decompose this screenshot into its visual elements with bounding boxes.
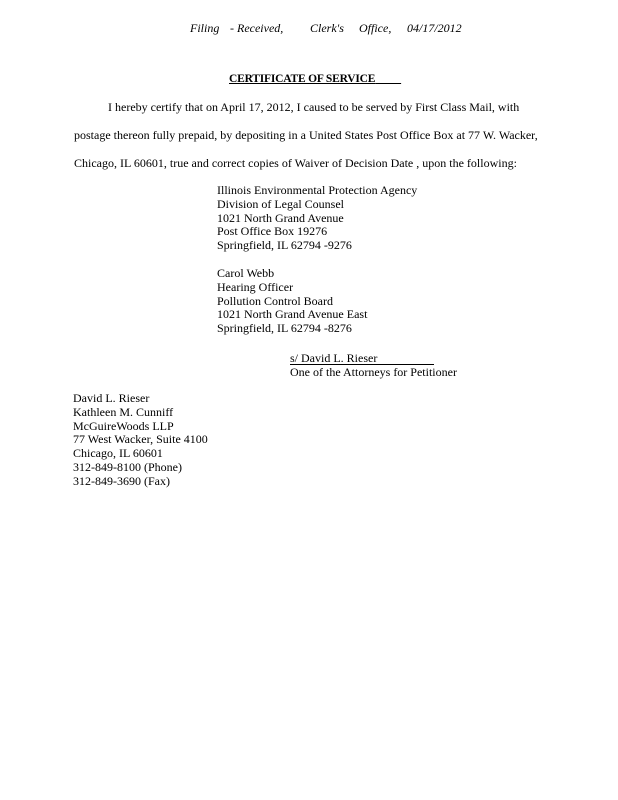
address-line: Hearing Officer [217, 279, 294, 294]
attorney-line: 312-849-3690 (Fax) [73, 473, 170, 488]
stamp-date: 04/17/2012 [407, 21, 462, 35]
address-line: 1021 North Grand Avenue East [217, 307, 368, 322]
signature-block [290, 351, 457, 379]
attorney-line: David L. Rieser [73, 391, 150, 405]
attorney-line: 77 West Wacker, Suite 4100 [73, 432, 208, 447]
address-line: 1021 North Grand Avenue [217, 210, 344, 225]
attorney-line: 312-849-8100 (Phone) [73, 459, 182, 474]
stamp-office: Office, [359, 21, 392, 35]
filing-stamp-header [0, 21, 618, 37]
address-line: Post Office Box 19276 [217, 224, 328, 239]
address-line: Springfield, IL 62794 -9276 [217, 238, 352, 253]
address-line: Carol Webb [217, 266, 275, 280]
signature-line [290, 351, 434, 365]
attorney-line: Kathleen M. Cunniff [73, 404, 174, 419]
stamp-clerk: Clerk's [310, 21, 344, 35]
certificate-title [229, 73, 389, 87]
address-line: Illinois Environmental Protection Agency [217, 183, 418, 197]
stamp-filing: Filing [190, 21, 220, 35]
recipient-address-hearing-officer [217, 267, 367, 336]
certification-line-1: I hereby certify that on April 17, 2012, I caused to be served by First Class Mail, with [108, 100, 520, 114]
address-line: Division of Legal Counsel [217, 196, 344, 211]
stamp-received: - Received, [230, 21, 284, 35]
signature-role: One of the Attorneys for Petitioner [290, 365, 457, 379]
recipient-address-epa [217, 184, 417, 253]
address-line: Pollution Control Board [217, 293, 334, 308]
certification-line-3: Chicago, IL 60601, true and correct copies of Waiver of Decision Date , upon the following: [74, 156, 517, 170]
certification-line-2: postage thereon fully prepaid, by depositing in a United States Post Office Box at 77 W. Wacker, [74, 128, 538, 142]
signature-text: s/ David L. Rieser [290, 351, 378, 365]
address-line: Springfield, IL 62794 -8276 [217, 321, 352, 336]
attorney-contact-block [73, 392, 208, 489]
certificate-title-text: CERTIFICATE OF SERVICE [229, 73, 376, 85]
attorney-line: Chicago, IL 60601 [73, 446, 163, 461]
attorney-line: McGuireWoods LLP [73, 418, 174, 433]
